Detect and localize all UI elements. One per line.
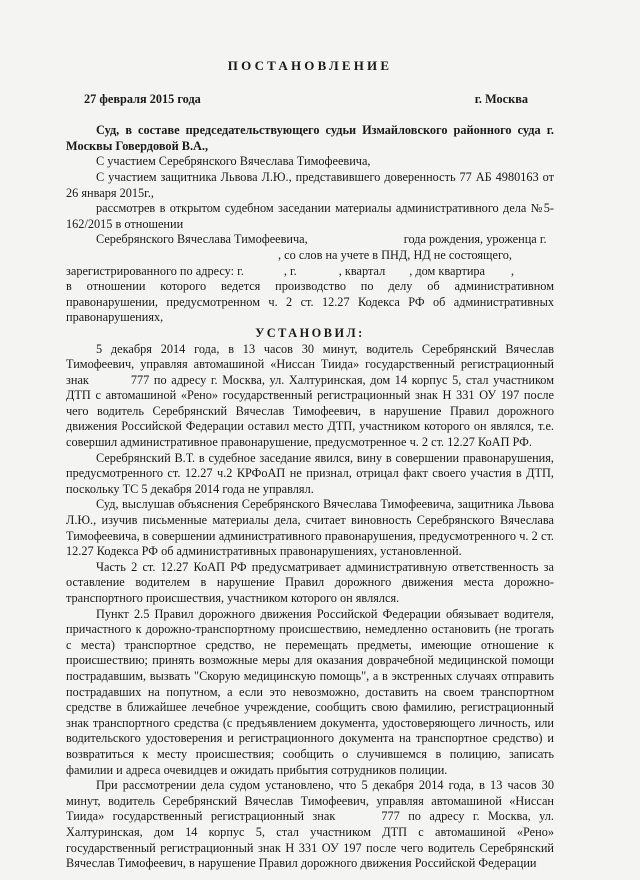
paragraph-5: Пункт 2.5 Правил дорожного движения Российской Федерации обязывает водителя, причастного к дорожно-транспортному происшествию, немедленно остановить (не трогать с места) транспортное средство, не перемещать предметы, имеющие отношение к происшествию; принять возможные меры для оказания доврачебной медицинской помощи пострадавшим, вызвать "Скорую медицинскую помощь", а в экстренных случаях отправить пострадавших на попутном, а если это невозможно, доставить на своем транспортном средстве в ближайшее лечебное учреждение, сообщить свою фамилию, регистрационный знак транспортного средства (с предъявлением документа, удостоверяющего личность, или водительского удостоверения и регистрационного документа на транспортное средство) и возвратиться к месту происшествия; сообщить о случившемся в полицию, записать фамилии и адреса очевидцев и ожидать прибытия сотрудников полиции. (66, 606, 554, 777)
paragraph-2: Серебрянский В.Т. в судебное заседание явился, вину в совершении правонарушения, предусмотренного ст. 12.27 ч.2 КРФоАП не признал, отрицал факт своего участия в ДТП, поскольку ТС 5 декабря 2014 года не управлял. (66, 450, 554, 496)
person-name: Серебрянского Вячеслава Тимофеевича, (96, 232, 308, 247)
paragraph-6: При рассмотрении дела судом установлено, что 5 декабря 2014 года, в 13 часов 30 минут, водитель Серебрянский Вячеслав Тимофеевич, управляя автомашиной «Ниссан Тиида» государственный регистрационный знак 777 по адресу г. Москва, ул. Халтуринская, дом 14 корпус 5, стал участником ДТП с автомашиной «Рено» государственный регистрационный знак Н 331 ОУ 197 после чего водитель Серебрянский Вячеслав Тимофеевич, в нарушение Правил дорожного движения Российской Федерации (66, 778, 554, 871)
person-birth: года рождения, уроженца г. (403, 232, 547, 247)
document-city: г. Москва (474, 91, 528, 106)
person-line-2 (66, 248, 554, 264)
participant-defender: С участием защитника Львова Л.Ю., представившего доверенность 77 АБ 4980163 от 26 января 2015г., (66, 169, 554, 200)
court-composition: Суд, в составе председательствующего судьи Измайловского районного суда г. Москвы Говердовой В.А., (66, 123, 554, 153)
considered-paragraph: рассмотрев в открытом судебном заседании материалы административного дела №5-162/2015 в отношении (66, 201, 554, 231)
ustanovil-heading: УСТАНОВИЛ: (255, 325, 365, 340)
paragraph-3: Суд, выслушав объяснения Серебрянского Вячеслава Тимофеевича, защитника Львова Л.Ю., изучив письменные материалы дела, считает виновность Серебрянского Вячеслава Тимофеевича, в совершении административного правонарушения, предусмотренного ч. 2 ст. 12.27 Кодекса РФ об административных правонарушениях, установленной. (66, 497, 554, 559)
document-date: 27 февраля 2015 года (84, 91, 201, 106)
person-line-1 (66, 232, 554, 248)
paragraph-4: Часть 2 ст. 12.27 КоАП РФ предусматривает административную ответственность за оставление водителем в нарушение Правил дорожного движения места дорожно-транспортного происшествия, участником которого он являлся. (66, 559, 554, 605)
proceedings-paragraph: в отношении которого ведется производство по делу об административном правонарушении, предусмотренном ч. 2 ст. 12.27 Кодекса РФ об административных правонарушениях, (66, 279, 554, 325)
document-title: ПОСТАНОВЛЕНИЕ (227, 58, 393, 73)
date-line (84, 92, 554, 108)
paragraph-1: 5 декабря 2014 года, в 13 часов 30 минут, водитель Серебрянский Вячеслав Тимофеевич, управляя автомашиной «Ниссан Тиида» государственный регистрационный знак 777 по адресу г. Москва, ул. Халтуринская, дом 14 корпус 5, стал участником ДТП с автомашиной «Рено» государственный регистрационный знак Н 331 ОУ 197 после чего водитель Серебрянский Вячеслав Тимофеевич, в нарушение Правил дорожного движения Российской Федерации оставил место ДТП, участником которого он являлся, т.е. совершил административное правонарушение, предусмотренное ч. 2 ст. 12.27 КоАП РФ. (66, 341, 554, 450)
participant-accused: С участием Серебрянского Вячеслава Тимофеевича, (96, 154, 371, 169)
person-address: зарегистрированного по адресу: г. , г. , квартал , дом квартира , (66, 263, 515, 278)
person-registry: , со слов на учете в ПНД, НД не состоящего, (278, 247, 512, 262)
